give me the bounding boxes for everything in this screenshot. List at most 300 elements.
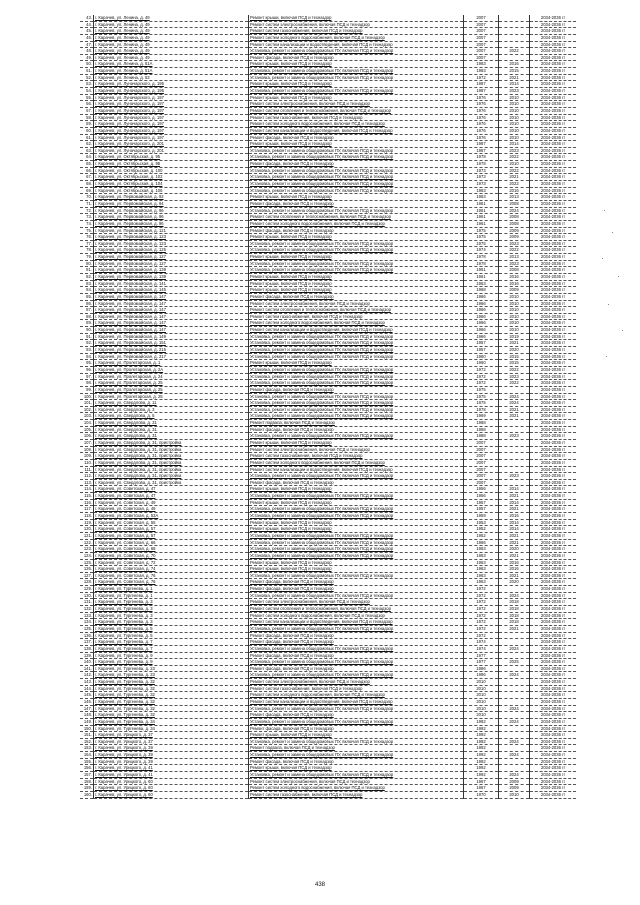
address-cell-text: г. Карачев, ул. Тургенева, д. 3 (95, 599, 153, 605)
address-cell-text: г. Карачев, ул. Ленина, д. 49 (95, 54, 150, 60)
year-built-cell: 1957 (464, 499, 499, 506)
period-cell: 2034-2036 гг (530, 513, 577, 520)
work-type-cell (249, 586, 464, 593)
work-type-cell-text: Установка, ремонт и замена общедомовых ПУ, включая ПСД и технадзор (250, 353, 394, 359)
address-cell-text: г. Карачев, ул. Тургенева, д. 3 (95, 606, 153, 612)
row-number: 153. (80, 745, 94, 752)
row-number: 53. (80, 81, 94, 88)
work-type-cell (249, 214, 464, 221)
address-cell (94, 41, 249, 48)
address-cell-text: г. Карачев, ул. Луначарского, д. 197 (95, 107, 164, 113)
row-number: 63. (80, 147, 94, 154)
period-cell: 2034-2036 гг (530, 765, 577, 772)
year-repair-cell: 2009 (499, 227, 530, 234)
address-cell (94, 679, 249, 686)
work-type-cell (249, 732, 464, 739)
year-repair-cell: 2023 (499, 260, 530, 267)
work-type-cell (249, 572, 464, 579)
scan-noise (600, 200, 630, 380)
work-type-cell (249, 386, 464, 393)
period-cell: 2034-2036 гг (530, 778, 577, 785)
work-type-cell (249, 280, 464, 287)
row-number: 159. (80, 785, 94, 792)
work-type-cell (249, 400, 464, 407)
row-number: 146. (80, 698, 94, 705)
row-number: 125. (80, 559, 94, 566)
work-type-cell (249, 778, 464, 785)
period-cell: 2034-2036 гг (530, 333, 577, 340)
year-repair-cell (499, 420, 530, 427)
table-row (80, 327, 576, 334)
year-built-cell: 1974 (464, 639, 499, 646)
address-cell-text: г. Карачев, ул. Первомайская, д. 123 (95, 234, 166, 240)
year-repair-cell (499, 446, 530, 453)
address-cell-text: г. Карачев, ул. Свердлова, д. 3 (95, 406, 155, 412)
row-number: 77. (80, 240, 94, 247)
year-built-cell: 2007 (464, 459, 499, 466)
work-type-cell-text: Ремонт крыши, включая ПСД и технадзор (250, 732, 332, 738)
work-type-cell (249, 187, 464, 194)
address-cell-text: г. Карачев, ул. Пролетарская, д. 25 (95, 386, 163, 392)
address-cell-text: г. Карачев, ул. Первомайская, д. 217 (95, 353, 166, 359)
year-built-cell: 1957 (464, 347, 499, 354)
address-cell (94, 227, 249, 234)
table-row (80, 566, 576, 573)
work-type-cell-text: Ремонт систем отопления и теплоснабжения, включая ПСД и технадзор (250, 107, 391, 113)
year-built-cell: 1987 (464, 81, 499, 88)
table-row (80, 393, 576, 400)
work-type-cell-text: Установка, ремонт и замена общедомовых ПУ, включая ПСД и технадзор (250, 373, 394, 379)
row-number: 99. (80, 386, 94, 393)
period-cell: 2034-2036 гг (530, 74, 577, 81)
address-cell-text: г. Карачев, ул. Советская, д. 53А (95, 513, 159, 519)
row-number: 87. (80, 307, 94, 314)
work-type-cell-text: Ремонт фасада, включая ПСД и технадзор (250, 479, 334, 485)
table-row (80, 546, 576, 553)
year-repair-cell: 2010 (499, 134, 530, 141)
year-built-cell: 2010 (464, 698, 499, 705)
address-cell (94, 645, 249, 652)
address-cell-text: г. Карачев, ул. Свердлова, д. 5 (95, 413, 155, 419)
work-type-cell (249, 473, 464, 480)
period-cell: 2034-2036 гг (530, 499, 577, 506)
row-number: 61. (80, 134, 94, 141)
work-type-cell-text: Ремонт систем электроснабжения, включая ПСД и технадзор (250, 446, 370, 452)
year-repair-cell: 2021 (499, 572, 530, 579)
work-type-cell-text: Установка, ремонт и замена общедомовых ПУ, включая ПСД и технадзор (250, 174, 394, 180)
address-cell-text: г. Карачев, ул. Ленина, д. 53 (95, 74, 150, 80)
work-type-cell-text: Ремонт крыши, включая ПСД и технадзор (250, 486, 332, 492)
work-type-cell-text: Ремонт систем холодного водоснабжения, включая ПСД и технадзор (250, 320, 385, 326)
period-cell: 2034-2036 гг (530, 393, 577, 400)
row-number: 109. (80, 453, 94, 460)
table-row (80, 154, 576, 161)
work-type-cell-text: Ремонт систем холодного водоснабжения, включая ПСД и технадзор (250, 785, 385, 791)
year-repair-cell: 2021 (499, 493, 530, 500)
row-number: 80. (80, 260, 94, 267)
period-cell: 2034-2036 гг (530, 453, 577, 460)
year-built-cell: 2007 (464, 453, 499, 460)
year-built-cell: 1972 (464, 366, 499, 373)
table-row (80, 705, 576, 712)
address-cell-text: г. Карачев, ул. Тургенева, д. 32 (95, 712, 155, 718)
year-repair-cell: 2024 (499, 207, 530, 214)
table-row (80, 493, 576, 500)
row-number: 55. (80, 94, 94, 101)
address-cell-text: г. Карачев, ул. Тургенева, д. 3 (95, 619, 153, 625)
address-cell (94, 625, 249, 632)
year-built-cell: 1988 (464, 426, 499, 433)
address-cell-text: г. Карачев, ул. Тургенева, д. 23 (95, 665, 155, 671)
row-number: 100. (80, 393, 94, 400)
address-cell-text: г. Карачев, ул. Тургенева, д. 32 (95, 679, 155, 685)
work-type-cell-text: Ремонт крыши, включая ПСД и технадзор (250, 566, 332, 572)
work-type-cell-text: Установка, ремонт и замена общедомовых ПУ, включая ПСД и технадзор (250, 147, 394, 153)
year-built-cell: 2007 (464, 440, 499, 447)
year-built-cell: 1986 (464, 672, 499, 679)
address-cell-text: г. Карачев, ул. Пролетарская, д. 2А (95, 366, 164, 372)
year-built-cell: 1992 (464, 772, 499, 779)
work-type-cell (249, 539, 464, 546)
year-built-cell: 1957 (464, 506, 499, 513)
year-repair-cell (499, 54, 530, 61)
work-type-cell-text: Установка, ремонт и замена общедомовых ПУ, включая ПСД и технадзор (250, 572, 394, 578)
year-built-cell: 2007 (464, 466, 499, 473)
address-cell (94, 48, 249, 55)
address-cell (94, 273, 249, 280)
period-cell: 2034-2036 гг (530, 21, 577, 28)
work-type-cell (249, 592, 464, 599)
address-cell-text: г. Карачев, ул. Первомайская, д. 96 (95, 214, 164, 220)
work-type-cell-text: Ремонт систем газоснабжения, включая ПСД и технадзор (250, 28, 363, 34)
row-number: 84. (80, 287, 94, 294)
year-built-cell: 1975 (464, 400, 499, 407)
table-row (80, 194, 576, 201)
period-cell: 2034-2036 гг (530, 88, 577, 95)
work-type-cell-text: Ремонт фасада, включая ПСД и технадзор (250, 665, 334, 671)
table-row (80, 606, 576, 613)
row-number: 135. (80, 625, 94, 632)
year-repair-cell: 2008 (499, 267, 530, 274)
year-repair-cell: 2016 (499, 273, 530, 280)
address-cell (94, 572, 249, 579)
year-built-cell: 1963 (464, 546, 499, 553)
work-type-cell (249, 791, 464, 798)
year-built-cell: 1966 (464, 300, 499, 307)
row-number: 94. (80, 353, 94, 360)
address-cell-text: г. Карачев, ул. Советская, д. 55 (95, 519, 156, 525)
row-number: 152. (80, 738, 94, 745)
address-cell (94, 267, 249, 274)
work-type-cell (249, 141, 464, 148)
table-row (80, 107, 576, 114)
year-repair-cell (499, 685, 530, 692)
row-number: 138. (80, 645, 94, 652)
year-built-cell: 1963 (464, 280, 499, 287)
work-type-cell-text: Ремонт фасада, включая ПСД и технадзор (250, 200, 334, 206)
period-cell: 2034-2036 гг (530, 745, 577, 752)
year-built-cell: 2007 (464, 21, 499, 28)
year-built-cell: 1960 (464, 360, 499, 367)
period-cell: 2034-2036 гг (530, 679, 577, 686)
work-type-cell-text: Ремонт крыши, включая ПСД и технадзор (250, 287, 332, 293)
work-type-cell-text: Установка, ремонт и замена общедомовых ПУ, включая ПСД и технадзор (250, 247, 394, 253)
year-repair-cell: 2021 (499, 539, 530, 546)
year-repair-cell (499, 732, 530, 739)
table-row (80, 612, 576, 619)
table-row (80, 486, 576, 493)
year-repair-cell: 2014 (499, 81, 530, 88)
period-cell: 2034-2036 гг (530, 420, 577, 427)
address-cell-text: г. Карачев, ул. Советская, д. 70 (95, 552, 156, 558)
work-type-cell-text: Установка, ремонт и замена общедомовых ПУ, включая ПСД и технадзор (250, 366, 394, 372)
address-cell-text: г. Карачев, ул. Урицкого, д. 60 (95, 778, 153, 784)
year-built-cell: 1975 (464, 393, 499, 400)
work-type-cell-text: Установка, ремонт и замена общедомовых ПУ, включая ПСД и технадзор (250, 539, 394, 545)
address-cell (94, 546, 249, 553)
work-type-cell-text: Ремонт фасада, включая ПСД и технадзор (250, 227, 334, 233)
row-number: 78. (80, 247, 94, 254)
year-repair-cell: 2010 (499, 107, 530, 114)
year-repair-cell: 2024 (499, 592, 530, 599)
address-cell (94, 127, 249, 134)
table-row (80, 240, 576, 247)
address-cell-text: г. Карачев, ул. Советская, д. 57 (95, 532, 156, 538)
work-type-cell-text: Ремонт фасада, включая ПСД и технадзор (250, 652, 334, 658)
year-repair-cell: 2021 (499, 174, 530, 181)
row-number: 48. (80, 48, 94, 55)
period-cell: 2034-2036 гг (530, 479, 577, 486)
period-cell: 2034-2036 гг (530, 94, 577, 101)
year-repair-cell: 2010 (499, 307, 530, 314)
work-type-cell (249, 247, 464, 254)
work-type-cell-text: Ремонт крыши, включая ПСД и технадзор (250, 141, 332, 147)
period-cell: 2034-2036 гг (530, 532, 577, 539)
address-cell-text: г. Карачев, ул. Свердлова, д. 31 (95, 420, 157, 426)
address-cell (94, 333, 249, 340)
address-cell (94, 68, 249, 75)
row-number: 129. (80, 586, 94, 593)
table-row (80, 406, 576, 413)
period-cell: 2034-2036 гг (530, 127, 577, 134)
year-built-cell: 2007 (464, 446, 499, 453)
year-repair-cell: 2010 (499, 293, 530, 300)
work-type-cell (249, 287, 464, 294)
address-cell (94, 652, 249, 659)
address-cell (94, 619, 249, 626)
row-number: 143. (80, 679, 94, 686)
address-cell-text: г. Карачев, ул. Первомайская, д. 121 (95, 227, 166, 233)
year-repair-cell (499, 479, 530, 486)
work-type-cell (249, 566, 464, 573)
address-cell-text: г. Карачев, ул. Ленина, д. 49 (95, 15, 150, 20)
period-cell: 2034-2036 гг (530, 320, 577, 327)
row-number: 119. (80, 519, 94, 526)
work-type-cell-text: Установка, ремонт и замена общедомовых ПУ, включая ПСД и технадзор (250, 393, 394, 399)
period-cell: 2034-2036 гг (530, 240, 577, 247)
work-type-cell (249, 200, 464, 207)
year-repair-cell: 2023 (499, 240, 530, 247)
address-cell-text: г. Карачев, ул. Свердлова, д. 31, пристройка (95, 473, 182, 479)
table-row (80, 758, 576, 765)
work-type-cell (249, 333, 464, 340)
work-type-cell (249, 632, 464, 639)
year-repair-cell: 2010 (499, 94, 530, 101)
work-type-cell (249, 28, 464, 35)
row-number: 141. (80, 665, 94, 672)
year-built-cell: 1969 (464, 413, 499, 420)
table-row (80, 718, 576, 725)
work-type-cell-text: Ремонт систем холодного водоснабжения, включая ПСД и технадзор (250, 692, 385, 698)
table-row (80, 48, 576, 55)
year-repair-cell: 2025 (499, 659, 530, 666)
address-cell-text: г. Карачев, ул. Луначарского, д. 197 (95, 134, 164, 140)
address-cell (94, 287, 249, 294)
year-built-cell: 1978 (464, 254, 499, 261)
work-type-cell (249, 698, 464, 705)
work-type-cell (249, 599, 464, 606)
work-type-cell (249, 519, 464, 526)
table-row (80, 625, 576, 632)
address-cell-text: г. Карачев, ул. Пролетарская, д. 1 (95, 360, 161, 366)
address-cell-text: г. Карачев, ул. Луначарского, д. 201 (95, 147, 164, 153)
address-cell (94, 147, 249, 154)
year-repair-cell: 2014 (499, 141, 530, 148)
address-cell (94, 785, 249, 792)
year-built-cell: 1966 (464, 293, 499, 300)
work-type-cell-text: Ремонт систем канализации и водоотведения, включая ПСД и технадзор (250, 698, 393, 704)
work-type-cell (249, 765, 464, 772)
year-repair-cell: 2009 (499, 785, 530, 792)
year-repair-cell: 2024 (499, 645, 530, 652)
year-built-cell: 1961 (464, 214, 499, 221)
table-row (80, 273, 576, 280)
row-number: 148. (80, 712, 94, 719)
row-number: 120. (80, 526, 94, 533)
period-cell: 2034-2036 гг (530, 725, 577, 732)
year-built-cell: 2010 (464, 705, 499, 712)
work-type-cell (249, 260, 464, 267)
row-number: 51. (80, 68, 94, 75)
work-type-cell (249, 340, 464, 347)
table-row (80, 732, 576, 739)
table-row (80, 599, 576, 606)
period-cell: 2034-2036 гг (530, 473, 577, 480)
work-type-cell-text: Ремонт фасада, включая ПСД и технадзор (250, 293, 334, 299)
year-repair-cell: 2010 (499, 114, 530, 121)
year-built-cell: 1967 (464, 778, 499, 785)
address-cell-text: г. Карачев, ул. Первомайская, д. 127 (95, 260, 166, 266)
row-number: 44. (80, 21, 94, 28)
period-cell: 2034-2036 гг (530, 400, 577, 407)
work-type-cell (249, 273, 464, 280)
work-type-cell (249, 373, 464, 380)
table-row (80, 340, 576, 347)
address-cell-text: г. Карачев, ул. Тургенева, д. 9 (95, 659, 153, 665)
period-cell: 2034-2036 гг (530, 632, 577, 639)
period-cell: 2034-2036 гг (530, 313, 577, 320)
period-cell: 2034-2036 гг (530, 380, 577, 387)
year-repair-cell: 2010 (499, 101, 530, 108)
year-built-cell: 1966 (464, 307, 499, 314)
address-cell (94, 639, 249, 646)
work-type-cell (249, 240, 464, 247)
address-cell (94, 672, 249, 679)
work-type-cell (249, 772, 464, 779)
year-built-cell: 1972 (464, 599, 499, 606)
address-cell-text: г. Карачев, ул. Первомайская, д. 147 (95, 320, 166, 326)
table-row (80, 200, 576, 207)
address-cell (94, 167, 249, 174)
work-type-cell-text: Ремонт крыши, включая ПСД и технадзор (250, 254, 332, 260)
table-row (80, 785, 576, 792)
work-type-cell (249, 606, 464, 613)
work-type-cell (249, 506, 464, 513)
work-type-cell-text: Ремонт крыши, включая ПСД и технадзор (250, 526, 332, 532)
year-repair-cell: 2022 (499, 48, 530, 55)
table-row (80, 380, 576, 387)
row-number: 98. (80, 380, 94, 387)
row-number: 60. (80, 127, 94, 134)
period-cell: 2034-2036 гг (530, 586, 577, 593)
work-type-cell (249, 433, 464, 440)
year-repair-cell: 2016 (499, 566, 530, 573)
period-cell: 2034-2036 гг (530, 247, 577, 254)
row-number: 67. (80, 174, 94, 181)
work-type-cell-text: Установка, ремонт и замена общедомовых ПУ, включая ПСД и технадзор (250, 752, 394, 758)
year-repair-cell: 2021 (499, 506, 530, 513)
work-type-cell-text: Ремонт подвала, включая ПСД и технадзор (250, 745, 335, 751)
period-cell: 2034-2036 гг (530, 758, 577, 765)
table-row (80, 519, 576, 526)
table-row (80, 473, 576, 480)
work-type-cell-text: Установка, ремонт и замена общедомовых ПУ, включая ПСД и технадзор (250, 433, 394, 439)
row-number: 82. (80, 273, 94, 280)
table-row (80, 446, 576, 453)
address-cell (94, 712, 249, 719)
row-number: 49. (80, 54, 94, 61)
address-cell (94, 659, 249, 666)
table-row (80, 147, 576, 154)
address-cell-text: г. Карачев, ул. Первомайская, д. 147 (95, 293, 166, 299)
work-type-cell (249, 546, 464, 553)
table-row (80, 167, 576, 174)
year-repair-cell: 2015 (499, 68, 530, 75)
table-row (80, 513, 576, 520)
table-row (80, 134, 576, 141)
address-cell (94, 559, 249, 566)
work-type-cell (249, 174, 464, 181)
address-cell (94, 499, 249, 506)
work-type-cell (249, 513, 464, 520)
period-cell: 2034-2036 гг (530, 785, 577, 792)
year-repair-cell: 2021 (499, 340, 530, 347)
address-cell-text: г. Карачев, ул. Урицкого, д. 60 (95, 791, 153, 797)
period-cell: 2034-2036 гг (530, 34, 577, 41)
year-built-cell: 2007 (464, 28, 499, 35)
period-cell: 2034-2036 гг (530, 181, 577, 188)
year-repair-cell: 2009 (499, 234, 530, 241)
work-type-cell-text: Установка, ремонт и замена общедомовых ПУ, включая ПСД и технадзор (250, 506, 394, 512)
row-number: 104. (80, 420, 94, 427)
year-built-cell: 1967 (464, 785, 499, 792)
year-built-cell: 1972 (464, 632, 499, 639)
work-type-cell-text: Установка, ремонт и замена общедомовых ПУ, включая ПСД и технадзор (250, 74, 394, 80)
work-type-cell-text: Ремонт систем электроснабжения, включая ПСД и технадзор (250, 599, 370, 605)
address-cell (94, 738, 249, 745)
year-repair-cell (499, 712, 530, 719)
address-cell (94, 107, 249, 114)
